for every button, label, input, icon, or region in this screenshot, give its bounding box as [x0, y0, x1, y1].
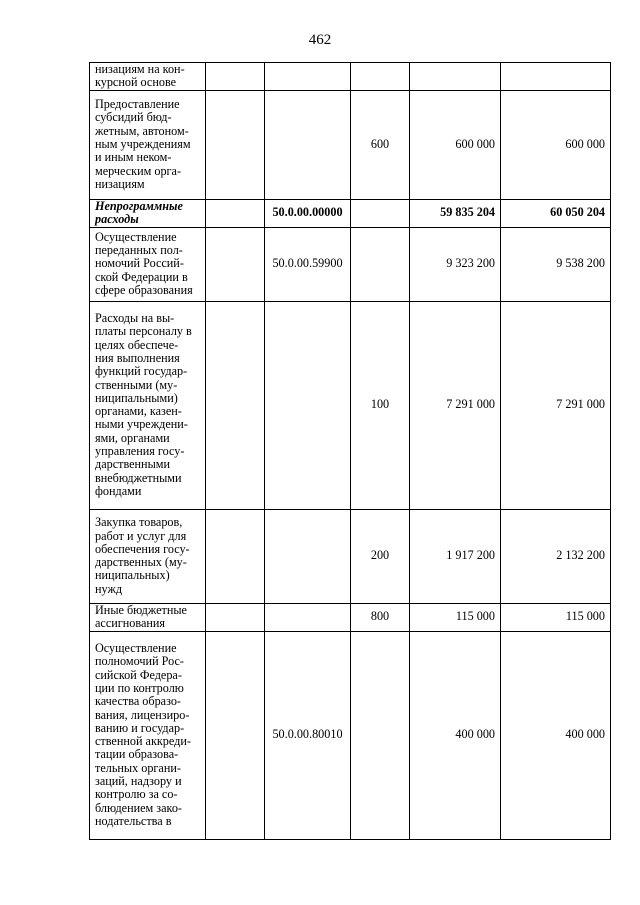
- cell-name: Иные бюджетные ассигнования: [90, 603, 206, 631]
- cell-name: Осуществление переданных пол- номочий Россий- ской Федерации в сфере образования: [90, 227, 206, 301]
- cell-target-code: [265, 90, 351, 199]
- cell-name: Осуществление полномочий Рос- сийской Федера- ции по контролю качества образо- вания, лицензиро- ванию и государ- ственной аккреди- тации образова- тельных органи- заций, надзору и контролю за со- блюдением зако- нодательства в: [90, 631, 206, 839]
- cell-column-2: [206, 199, 265, 227]
- cell-amount-year-2: 60 050 204: [501, 199, 611, 227]
- cell-expense-type: [351, 631, 410, 839]
- cell-expense-type: [351, 227, 410, 301]
- cell-name: низациям на кон- курсной основе: [90, 63, 206, 91]
- cell-amount-year-2: [501, 63, 611, 91]
- cell-amount-year-1: 1 917 200: [410, 509, 501, 603]
- cell-target-code: [265, 63, 351, 91]
- cell-expense-type: 800: [351, 603, 410, 631]
- cell-column-2: [206, 227, 265, 301]
- cell-amount-year-2: 2 132 200: [501, 509, 611, 603]
- cell-amount-year-1: [410, 63, 501, 91]
- cell-name: Закупка товаров, работ и услуг для обеспечения госу- дарственных (му- ниципальных) нужд: [90, 509, 206, 603]
- cell-target-code: 50.0.00.59900: [265, 227, 351, 301]
- cell-amount-year-1: 59 835 204: [410, 199, 501, 227]
- cell-target-code: [265, 509, 351, 603]
- cell-expense-type: [351, 63, 410, 91]
- cell-name: Предоставление субсидий бюд- жетным, автоном- ным учреждениям и иным неком- мерческим орга- низациям: [90, 90, 206, 199]
- cell-expense-type: 100: [351, 301, 410, 509]
- cell-target-code: 50.0.00.00000: [265, 199, 351, 227]
- cell-amount-year-2: 400 000: [501, 631, 611, 839]
- cell-amount-year-2: 7 291 000: [501, 301, 611, 509]
- table-row: [90, 603, 611, 631]
- page-number: 462: [308, 32, 332, 48]
- cell-column-2: [206, 509, 265, 603]
- table-row: [90, 227, 611, 301]
- cell-amount-year-2: 600 000: [501, 90, 611, 199]
- cell-amount-year-2: 9 538 200: [501, 227, 611, 301]
- table-row: [90, 509, 611, 603]
- cell-column-2: [206, 63, 265, 91]
- cell-target-code: 50.0.00.80010: [265, 631, 351, 839]
- cell-expense-type: 200: [351, 509, 410, 603]
- cell-column-2: [206, 301, 265, 509]
- budget-table: [89, 62, 611, 840]
- cell-column-2: [206, 90, 265, 199]
- cell-column-2: [206, 631, 265, 839]
- cell-amount-year-1: 7 291 000: [410, 301, 501, 509]
- cell-amount-year-1: 115 000: [410, 603, 501, 631]
- cell-name: Расходы на вы- платы персоналу в целях обеспече- ния выполнения функций государ- ственными (му- ниципальными) органами, казен- ными учреждени- ями, органами управления госу- дарственными внебюджетными фондами: [90, 301, 206, 509]
- cell-target-code: [265, 301, 351, 509]
- table-row: [90, 90, 611, 199]
- table-row: [90, 63, 611, 91]
- cell-amount-year-1: 400 000: [410, 631, 501, 839]
- table-row: [90, 199, 611, 227]
- cell-column-2: [206, 603, 265, 631]
- cell-amount-year-2: 115 000: [501, 603, 611, 631]
- cell-amount-year-1: 9 323 200: [410, 227, 501, 301]
- cell-amount-year-1: 600 000: [410, 90, 501, 199]
- cell-name: Непрограммные расходы: [90, 199, 206, 227]
- cell-expense-type: 600: [351, 90, 410, 199]
- cell-target-code: [265, 603, 351, 631]
- cell-expense-type: [351, 199, 410, 227]
- table-row: [90, 301, 611, 509]
- table-row: [90, 631, 611, 839]
- budget-table-body: [90, 63, 611, 840]
